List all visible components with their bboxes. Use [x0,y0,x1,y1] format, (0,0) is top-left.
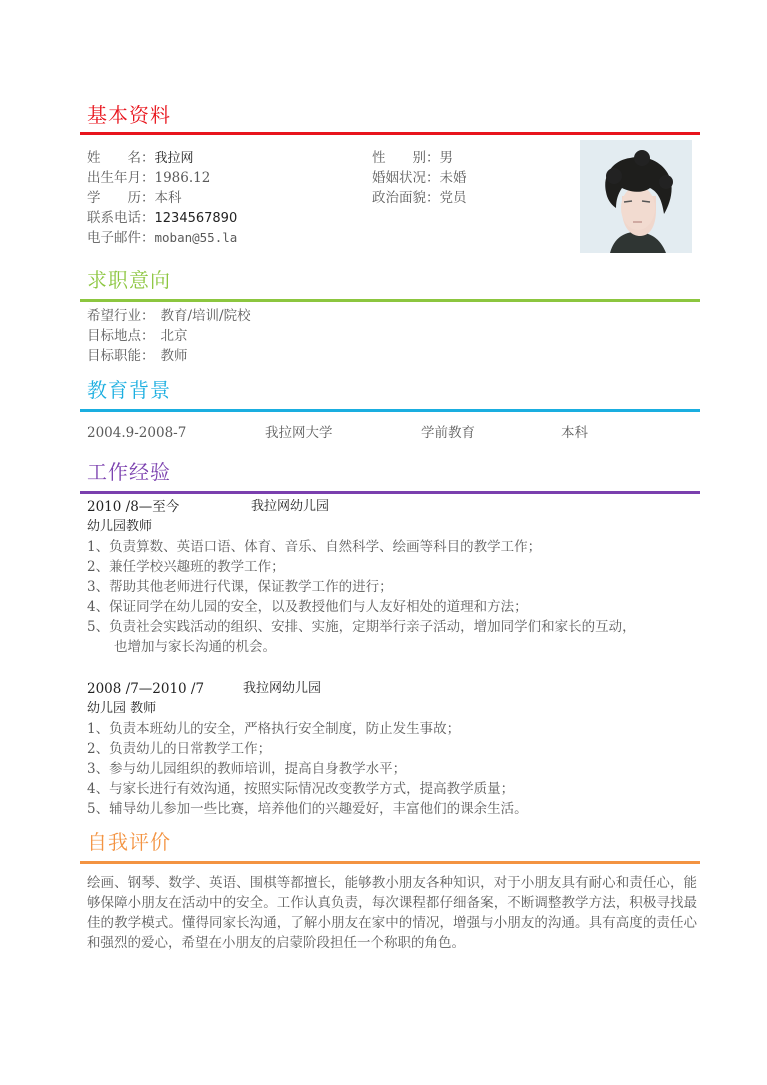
field-label: 电子邮件： [87,230,155,246]
field-label: 目标职能： [87,348,155,364]
job-duty-continuation: 也增加与家长沟通的机会。 [114,639,276,655]
section-divider-self [80,861,700,864]
self-evaluation-text: 绘画、钢琴、数学、英语、围棋等都擅长，能够教小朋友各种知识，对于小朋友具有耐心和责任心，能够保障小朋友在活动中的安全。工作认真负责，每次课程都仔细备案，不断调整教学方法，积极寻找最佳的教学模式。懂得同家长沟通，了解小朋友在家中的情况，增强与小朋友的沟通。具有高度的责任心和强烈的爱心，希望在小朋友的启蒙阶段担任一个称职的角色。 [87,875,697,951]
field-name [87,148,194,169]
section-divider-education [80,409,700,412]
field-value: 教育/培训/院校 [160,308,251,324]
field-label: 目标地点： [87,328,155,344]
field-value: 我拉网 [154,151,194,166]
job-duty: 5、负责社会实践活动的组织、安排、实施，定期举行亲子活动，增加同学们和家长的互动， [87,619,636,635]
section-title-basic: 基本资料 [87,103,171,127]
field-education-level [87,188,182,208]
field-label: 希望行业： [87,308,155,324]
section-title-education: 教育背景 [87,378,171,402]
field-marital [372,168,467,188]
field-label: 出生年月： [87,170,155,186]
field-function [87,346,188,366]
field-label: 政治面貌： [372,190,440,206]
section-divider-intent [80,299,700,302]
job-position: 幼儿园 教师 [87,701,157,716]
section-title-self: 自我评价 [87,830,171,854]
field-phone [87,208,237,229]
education-major: 学前教育 [421,425,475,441]
field-value: 本科 [154,190,182,206]
job-duty: 3、帮助其他老师进行代课，保证教学工作的进行； [87,579,393,595]
field-value: 1986.12 [154,170,211,186]
section-divider-work [80,491,700,494]
section-title-work: 工作经验 [87,460,171,484]
field-industry [87,306,251,326]
section-divider-basic [80,132,700,135]
profile-photo [580,140,692,253]
job-duty: 2、兼任学校兴趣班的教学工作； [87,559,285,575]
field-label: 性 别： [372,150,440,166]
field-label: 姓 名： [87,150,155,166]
job-duty: 4、保证同学在幼儿园的安全，以及教授他们与人友好相处的道理和方法； [87,599,528,615]
field-political [372,188,467,208]
field-value: 教师 [160,348,188,364]
field-value: 党员 [439,190,467,206]
field-gender [372,148,453,168]
job-company: 我拉网幼儿园 [251,499,330,514]
job-duty: 1、负责本班幼儿的安全，严格执行安全制度，防止发生事故； [87,721,461,737]
field-value: 男 [439,150,453,166]
job-position: 幼儿园教师 [87,519,153,534]
job-duty: 3、参与幼儿园组织的教师培训，提高自身教学水平； [87,761,407,777]
field-value: 北京 [160,328,188,344]
portrait-icon [580,140,692,253]
field-email [87,228,237,248]
job-company: 我拉网幼儿园 [243,681,322,696]
job-period: 2010 /8—至今 [87,499,180,515]
education-school: 我拉网大学 [265,425,333,441]
field-value: 1234567890 [154,211,238,226]
education-degree: 本科 [561,425,588,441]
job-period: 2008 /7—2010 /7 [87,681,205,697]
field-value: moban@55.la [154,230,238,245]
job-duty: 4、与家长进行有效沟通，按照实际情况改变教学方式，提高教学质量； [87,781,515,797]
field-label: 联系电话： [87,210,155,226]
field-birth [87,168,210,188]
job-duty: 1、负责算数、英语口语、体育、音乐、自然科学、绘画等科目的教学工作； [87,539,542,555]
field-label: 婚姻状况： [372,170,440,186]
job-duty: 2、负责幼儿的日常教学工作； [87,741,272,757]
section-title-intent: 求职意向 [87,268,171,292]
education-period: 2004.9-2008-7 [87,425,187,441]
field-label: 学 历： [87,190,155,206]
job-duty: 5、辅导幼儿参加一些比赛，培养他们的兴趣爱好，丰富他们的课余生活。 [87,801,528,817]
field-location [87,326,188,346]
field-value: 未婚 [439,170,467,186]
